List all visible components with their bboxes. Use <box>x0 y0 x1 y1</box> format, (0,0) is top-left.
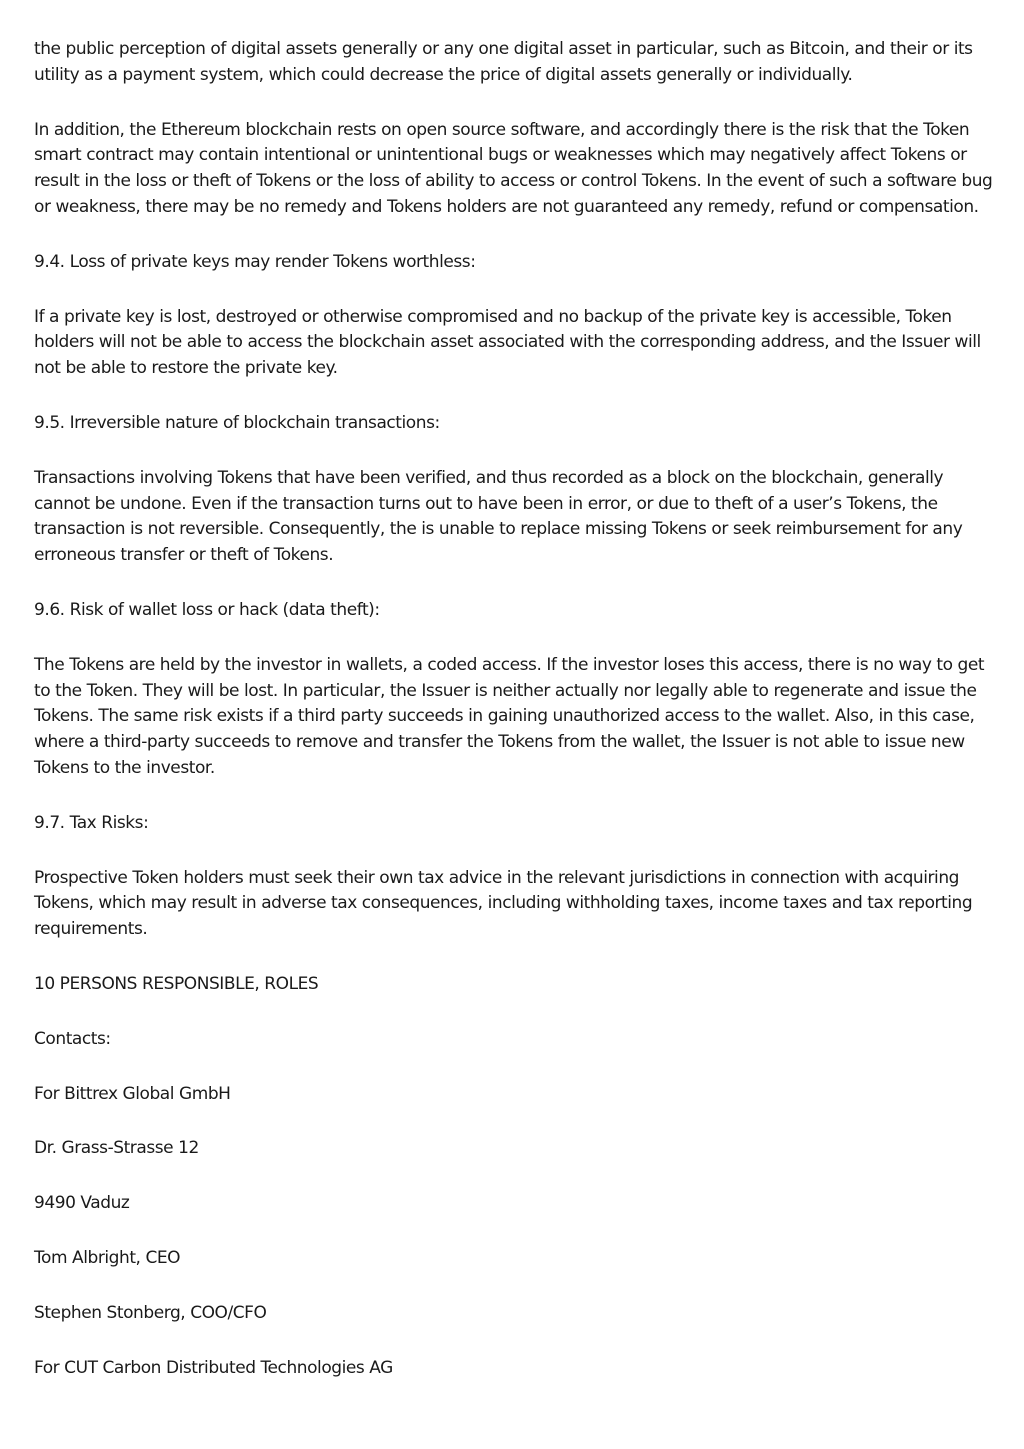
paragraph-open-source-risk: In addition, the Ethereum blockchain rests on open source software, and accordingly there is the risk that the Token smart contract may contain intentional or unintentional bugs or weaknesses which may negatively affect Tokens or result in the loss or theft of Tokens or the loss of ability to access or control Tokens. In the event of such a software bug or weakness, there may be no remedy and Tokens holders are not guaranteed any remedy, refund or compensation. <box>34 119 993 217</box>
paragraph-irreversible: Transactions involving Tokens that have been verified, and thus recorded as a block on the blockchain, generally cannot be undone. Even if the transaction turns out to have been in error, or due to theft of a user’s Tokens, the transaction is not reversible. Consequently, the is unable to replace missing Tokens or seek reimbursement for any erroneous transfer or theft of Tokens. <box>34 467 963 566</box>
paragraph-public-perception: the public perception of digital assets generally or any one digital asset in particular, such as Bitcoin, and their or its utility as a payment system, which could decrease the price of digital assets generally or individually. <box>34 39 973 85</box>
contact-company-cut: For CUT Carbon Distributed Technologies AG <box>34 1357 393 1378</box>
heading-9-5: 9.5. Irreversible nature of blockchain transactions: <box>34 412 440 433</box>
heading-9-7: 9.7. Tax Risks: <box>34 812 149 833</box>
paragraph-private-keys: If a private key is lost, destroyed or otherwise compromised and no backup of the private key is accessible, Token holders will not be able to access the blockchain asset associated with the corresponding address, and the Issuer will not be able to restore the private key. <box>34 306 981 379</box>
contact-city: 9490 Vaduz <box>34 1193 130 1214</box>
contact-company-bittrex: For Bittrex Global GmbH <box>34 1083 231 1104</box>
paragraph-tax-risks: Prospective Token holders must seek their own tax advice in the relevant jurisdictions in connection with acquiring Tokens, which may result in adverse tax consequences, including withholding taxes, income taxes and tax reporting requirements. <box>34 867 973 940</box>
contact-street: Dr. Grass-Strasse 12 <box>34 1138 199 1159</box>
document-page <box>34 37 996 1410</box>
contact-coo-cfo: Stephen Stonberg, COO/CFO <box>34 1302 267 1323</box>
heading-9-6: 9.6. Risk of wallet loss or hack (data theft): <box>34 599 380 620</box>
heading-section-10: 10 PERSONS RESPONSIBLE, ROLES <box>34 973 319 994</box>
contact-ceo: Tom Albright, CEO <box>34 1247 181 1268</box>
paragraph-wallet-loss: The Tokens are held by the investor in wallets, a coded access. If the investor loses this access, there is no way to get to the Token. They will be lost. In particular, the Issuer is neither actually nor legally able to regenerate and issue the Tokens. The same risk exists if a third party succeeds in gaining unauthorized access to the wallet. Also, in this case, where a third-party succeeds to remove and transfer the Tokens from the wallet, the Issuer is not able to issue new Tokens to the investor. <box>34 654 985 778</box>
contacts-label: Contacts: <box>34 1028 111 1049</box>
heading-9-4: 9.4. Loss of private keys may render Tokens worthless: <box>34 251 476 272</box>
